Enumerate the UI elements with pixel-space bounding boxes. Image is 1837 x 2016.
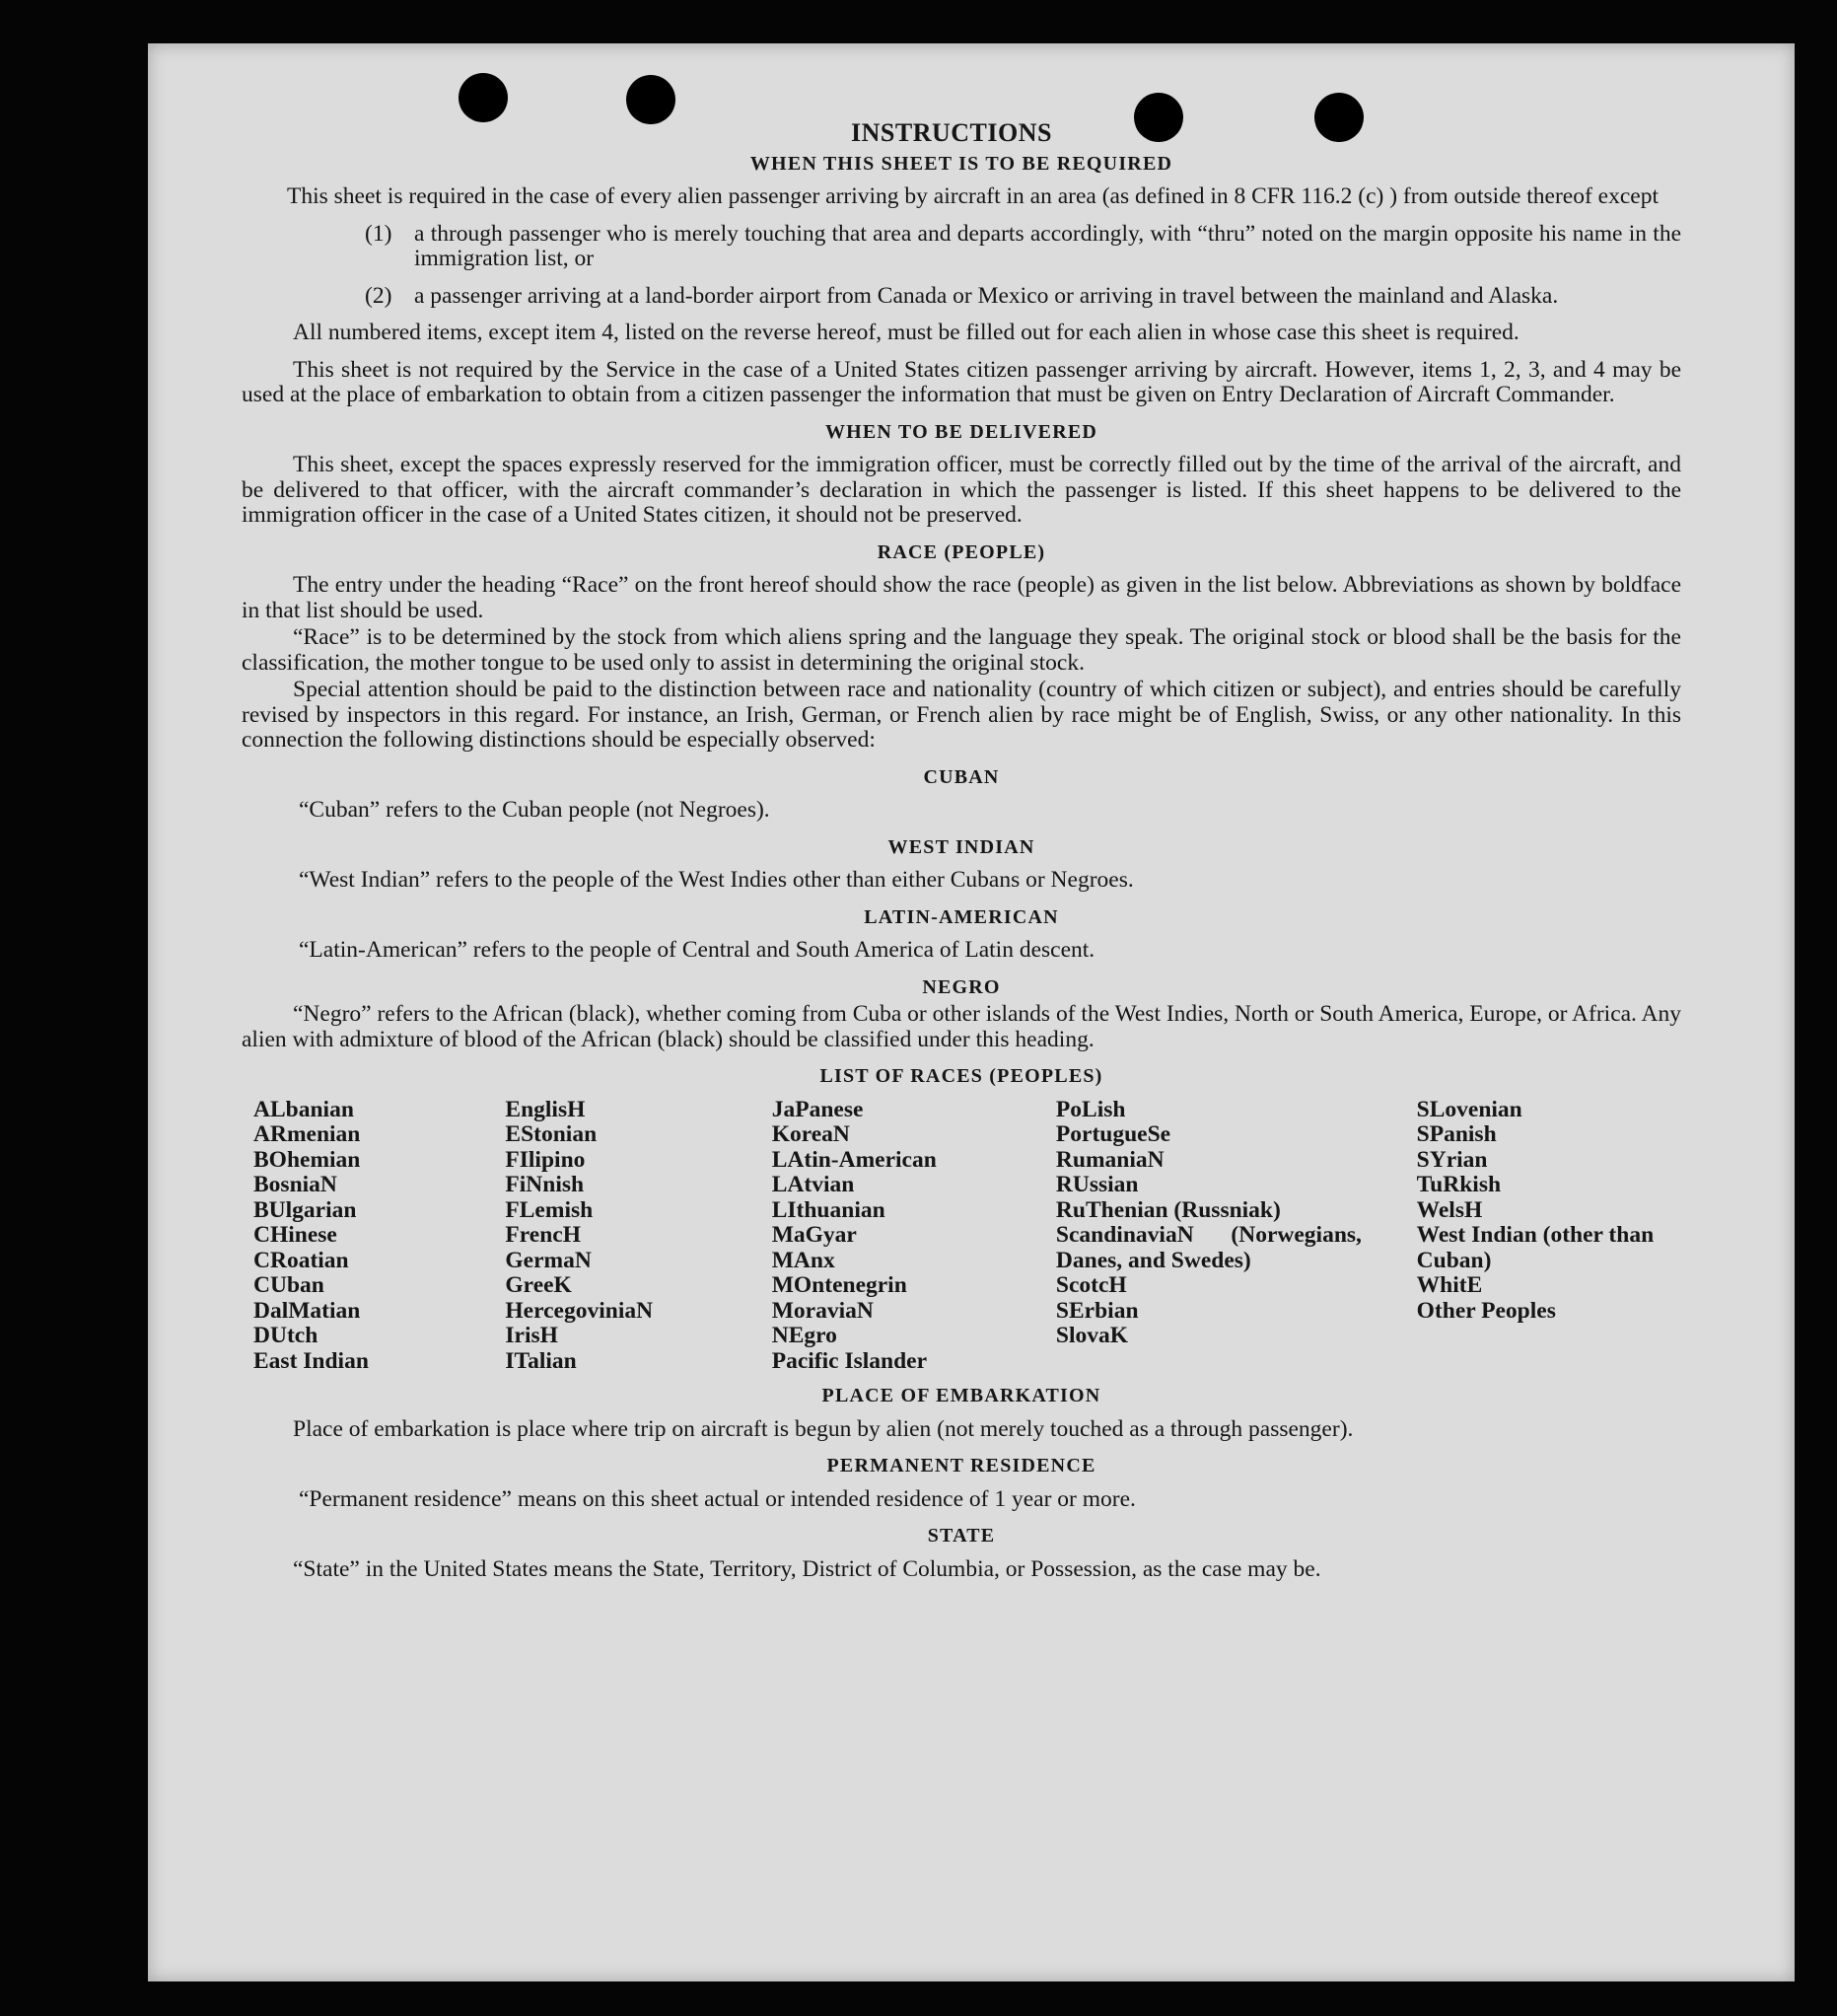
race-entry: LIthuanian [771, 1196, 885, 1223]
section-heading-cuban: CUBAN [923, 765, 1000, 788]
section-heading-permanent-residence: PERMANENT RESIDENCE [826, 1455, 1096, 1476]
state-definition: “State” in the United States means the State, Territory, District of Columbia, or Possession, as the case may be. [293, 1555, 1321, 1582]
section-heading-state: STATE [927, 1525, 996, 1547]
exception-item-2 [365, 284, 1681, 310]
cuban-definition: “Cuban” refers to the Cuban people (not Negroes). [299, 797, 770, 823]
section-heading-negro: NEGRO [922, 975, 1001, 998]
race-entry: ARmenian [253, 1121, 361, 1147]
race-entry: PortugueSe [1055, 1121, 1171, 1147]
race-entry: EStonian [505, 1121, 598, 1147]
race-entry: East Indian [253, 1347, 369, 1374]
race-column-3 [772, 1098, 1056, 1375]
race-column-2 [505, 1098, 771, 1375]
race-entry: SlovaK [1055, 1323, 1129, 1348]
section-heading-race: RACE (PEOPLE) [877, 540, 1046, 563]
race-entry: FiNnish [505, 1172, 585, 1197]
punch-hole-2 [626, 75, 675, 124]
race-entry: IrisH [505, 1323, 558, 1348]
race-column-5 [1417, 1098, 1681, 1375]
race-entry: HercegoviniaN [505, 1297, 654, 1324]
race-entry: NEgro [771, 1323, 837, 1348]
race-entry: CRoatian [253, 1247, 349, 1273]
race-entry: SLovenian [1416, 1096, 1522, 1122]
race-entry: West Indian (other than Cuban) [1416, 1222, 1655, 1273]
race-entry: SPanish [1416, 1121, 1497, 1147]
race-entry: DUtch [253, 1323, 318, 1348]
race-entry: SErbian [1055, 1297, 1139, 1324]
race-paragraph-2: “Race” is to be determined by the stock from which aliens spring and the language they speak. The original stock or blood shall be the basis for the classification, the mother tongue to be used only to assist in determining the original stock. [242, 624, 1681, 676]
required-intro: This sheet is required in the case of every alien passenger arriving by aircraft in an area (as defined in 8 CFR 116.2 (c) ) from outside thereof except [287, 183, 1659, 209]
race-entry: RUssian [1055, 1172, 1139, 1197]
race-column-4 [1056, 1098, 1417, 1375]
race-entry: BUlgarian [253, 1196, 357, 1223]
punch-hole-1 [459, 73, 508, 122]
race-entry: GreeK [505, 1272, 572, 1298]
race-entry: FLemish [505, 1196, 594, 1223]
race-paragraph-3: Special attention should be paid to the distinction between race and nationality (country of which citizen or subject), and entries should be carefully revised by inspectors in this regard. For instance, an Irish, German, or French alien by race might be of English, Swiss, or any other nationality. In this connection the following distinctions should be especially observed: [242, 677, 1681, 753]
item-number: (1) [365, 220, 392, 247]
race-entry: CHinese [253, 1222, 337, 1248]
race-entry: TuRkish [1416, 1172, 1502, 1197]
section-heading-delivered: WHEN TO BE DELIVERED [824, 420, 1098, 443]
section-heading-embarkation: PLACE OF EMBARKATION [821, 1385, 1101, 1406]
race-entry: CUban [253, 1272, 324, 1298]
race-entry: JaPanese [771, 1096, 864, 1122]
item-text: a passenger arriving at a land-border airport from Canada or Mexico or arriving in travel between the mainland and Alaska. [414, 282, 1559, 309]
race-entry: BosniaN [253, 1172, 337, 1197]
race-entry: WelsH [1416, 1196, 1483, 1223]
race-entry: FIlipino [505, 1146, 586, 1173]
race-entry: FrencH [505, 1222, 581, 1248]
section-heading-latin-american: LATIN-AMERICAN [864, 905, 1059, 928]
race-entry: ScotcH [1055, 1272, 1127, 1298]
page-title: INSTRUCTIONS [851, 118, 1052, 147]
delivered-paragraph: This sheet, except the spaces expressly reserved for the immigration officer, must be correctly filled out by the time of the arrival of the aircraft, and be delivered to that officer, with the aircraft commander’s declaration in which the passenger is listed. If this sheet happens to be delivered to the immigration officer in the case of a United States citizen, it should not be preserved. [242, 452, 1681, 528]
race-entry: DalMatian [253, 1297, 361, 1324]
section-heading-required: WHEN THIS SHEET IS TO BE REQUIRED [749, 152, 1173, 175]
race-entry: RuThenian (Russniak) [1055, 1196, 1281, 1223]
citizen-paragraph: This sheet is not required by the Service in the case of a United States citizen passenger arriving by aircraft. However, items 1, 2, 3, and 4 may be used at the place of embarkation to obtain from a citizen passenger the information that must be given on Entry Declaration of Aircraft Commander. [242, 356, 1681, 407]
race-entry: BOhemian [253, 1146, 361, 1173]
race-entry: MaGyar [771, 1222, 857, 1248]
race-entry: MAnx [771, 1247, 835, 1273]
race-entry: MoraviaN [771, 1297, 874, 1324]
race-entry: KoreaN [771, 1121, 850, 1147]
race-entry: Other Peoples [1416, 1297, 1556, 1324]
instructions-content [242, 120, 1681, 1594]
race-entry: LAtvian [771, 1172, 855, 1197]
section-heading-west-indian: WEST INDIAN [887, 835, 1035, 858]
race-entry: GermaN [505, 1247, 592, 1273]
embarkation-definition: Place of embarkation is place where trip on aircraft is begun by alien (not merely touched as a through passenger). [293, 1415, 1354, 1442]
race-entry: SYrian [1416, 1146, 1488, 1173]
section-heading-list-of-races: LIST OF RACES (PEOPLES) [819, 1065, 1103, 1087]
race-entry: LAtin-American [771, 1146, 937, 1173]
race-entry: ITalian [505, 1347, 577, 1374]
exception-item-1 [365, 222, 1681, 272]
race-list [253, 1098, 1681, 1375]
document-sheet [148, 43, 1795, 1981]
permanent-residence-definition: “Permanent residence” means on this sheet actual or intended residence of 1 year or more. [299, 1485, 1136, 1512]
race-column-1 [253, 1098, 505, 1375]
race-entry: PoLish [1055, 1096, 1126, 1122]
race-entry: Pacific Islander [771, 1347, 928, 1374]
race-entry: MOntenegrin [771, 1272, 907, 1298]
race-entry: ScandinaviaN (Norwegians, Danes, and Swedes) [1055, 1222, 1362, 1273]
item-text: a through passenger who is merely touching that area and departs accordingly, with “thru” noted on the margin opposite his name in the immigration list, or [414, 220, 1681, 271]
race-paragraph-1: The entry under the heading “Race” on the front hereof should show the race (people) as given in the list below. Abbreviations as shown by boldface in that list should be used. [242, 572, 1681, 623]
race-entry: RumaniaN [1055, 1146, 1165, 1173]
latin-american-definition: “Latin-American” refers to the people of Central and South America of Latin descent. [299, 937, 1095, 963]
race-entry: ALbanian [253, 1096, 354, 1122]
race-entry: WhitE [1416, 1272, 1483, 1298]
west-indian-definition: “West Indian” refers to the people of the West Indies other than either Cubans or Negroes. [299, 867, 1134, 893]
race-entry: EnglisH [505, 1096, 586, 1122]
item-number: (2) [365, 282, 392, 309]
negro-definition: “Negro” refers to the African (black), whether coming from Cuba or other islands of the West Indies, North or South America, Europe, or Africa. Any alien with admixture of blood of the African (black) should be classified under this heading. [242, 1001, 1681, 1052]
numbered-items-paragraph: All numbered items, except item 4, listed on the reverse hereof, must be filled out for each alien in whose case this sheet is required. [293, 320, 1519, 345]
